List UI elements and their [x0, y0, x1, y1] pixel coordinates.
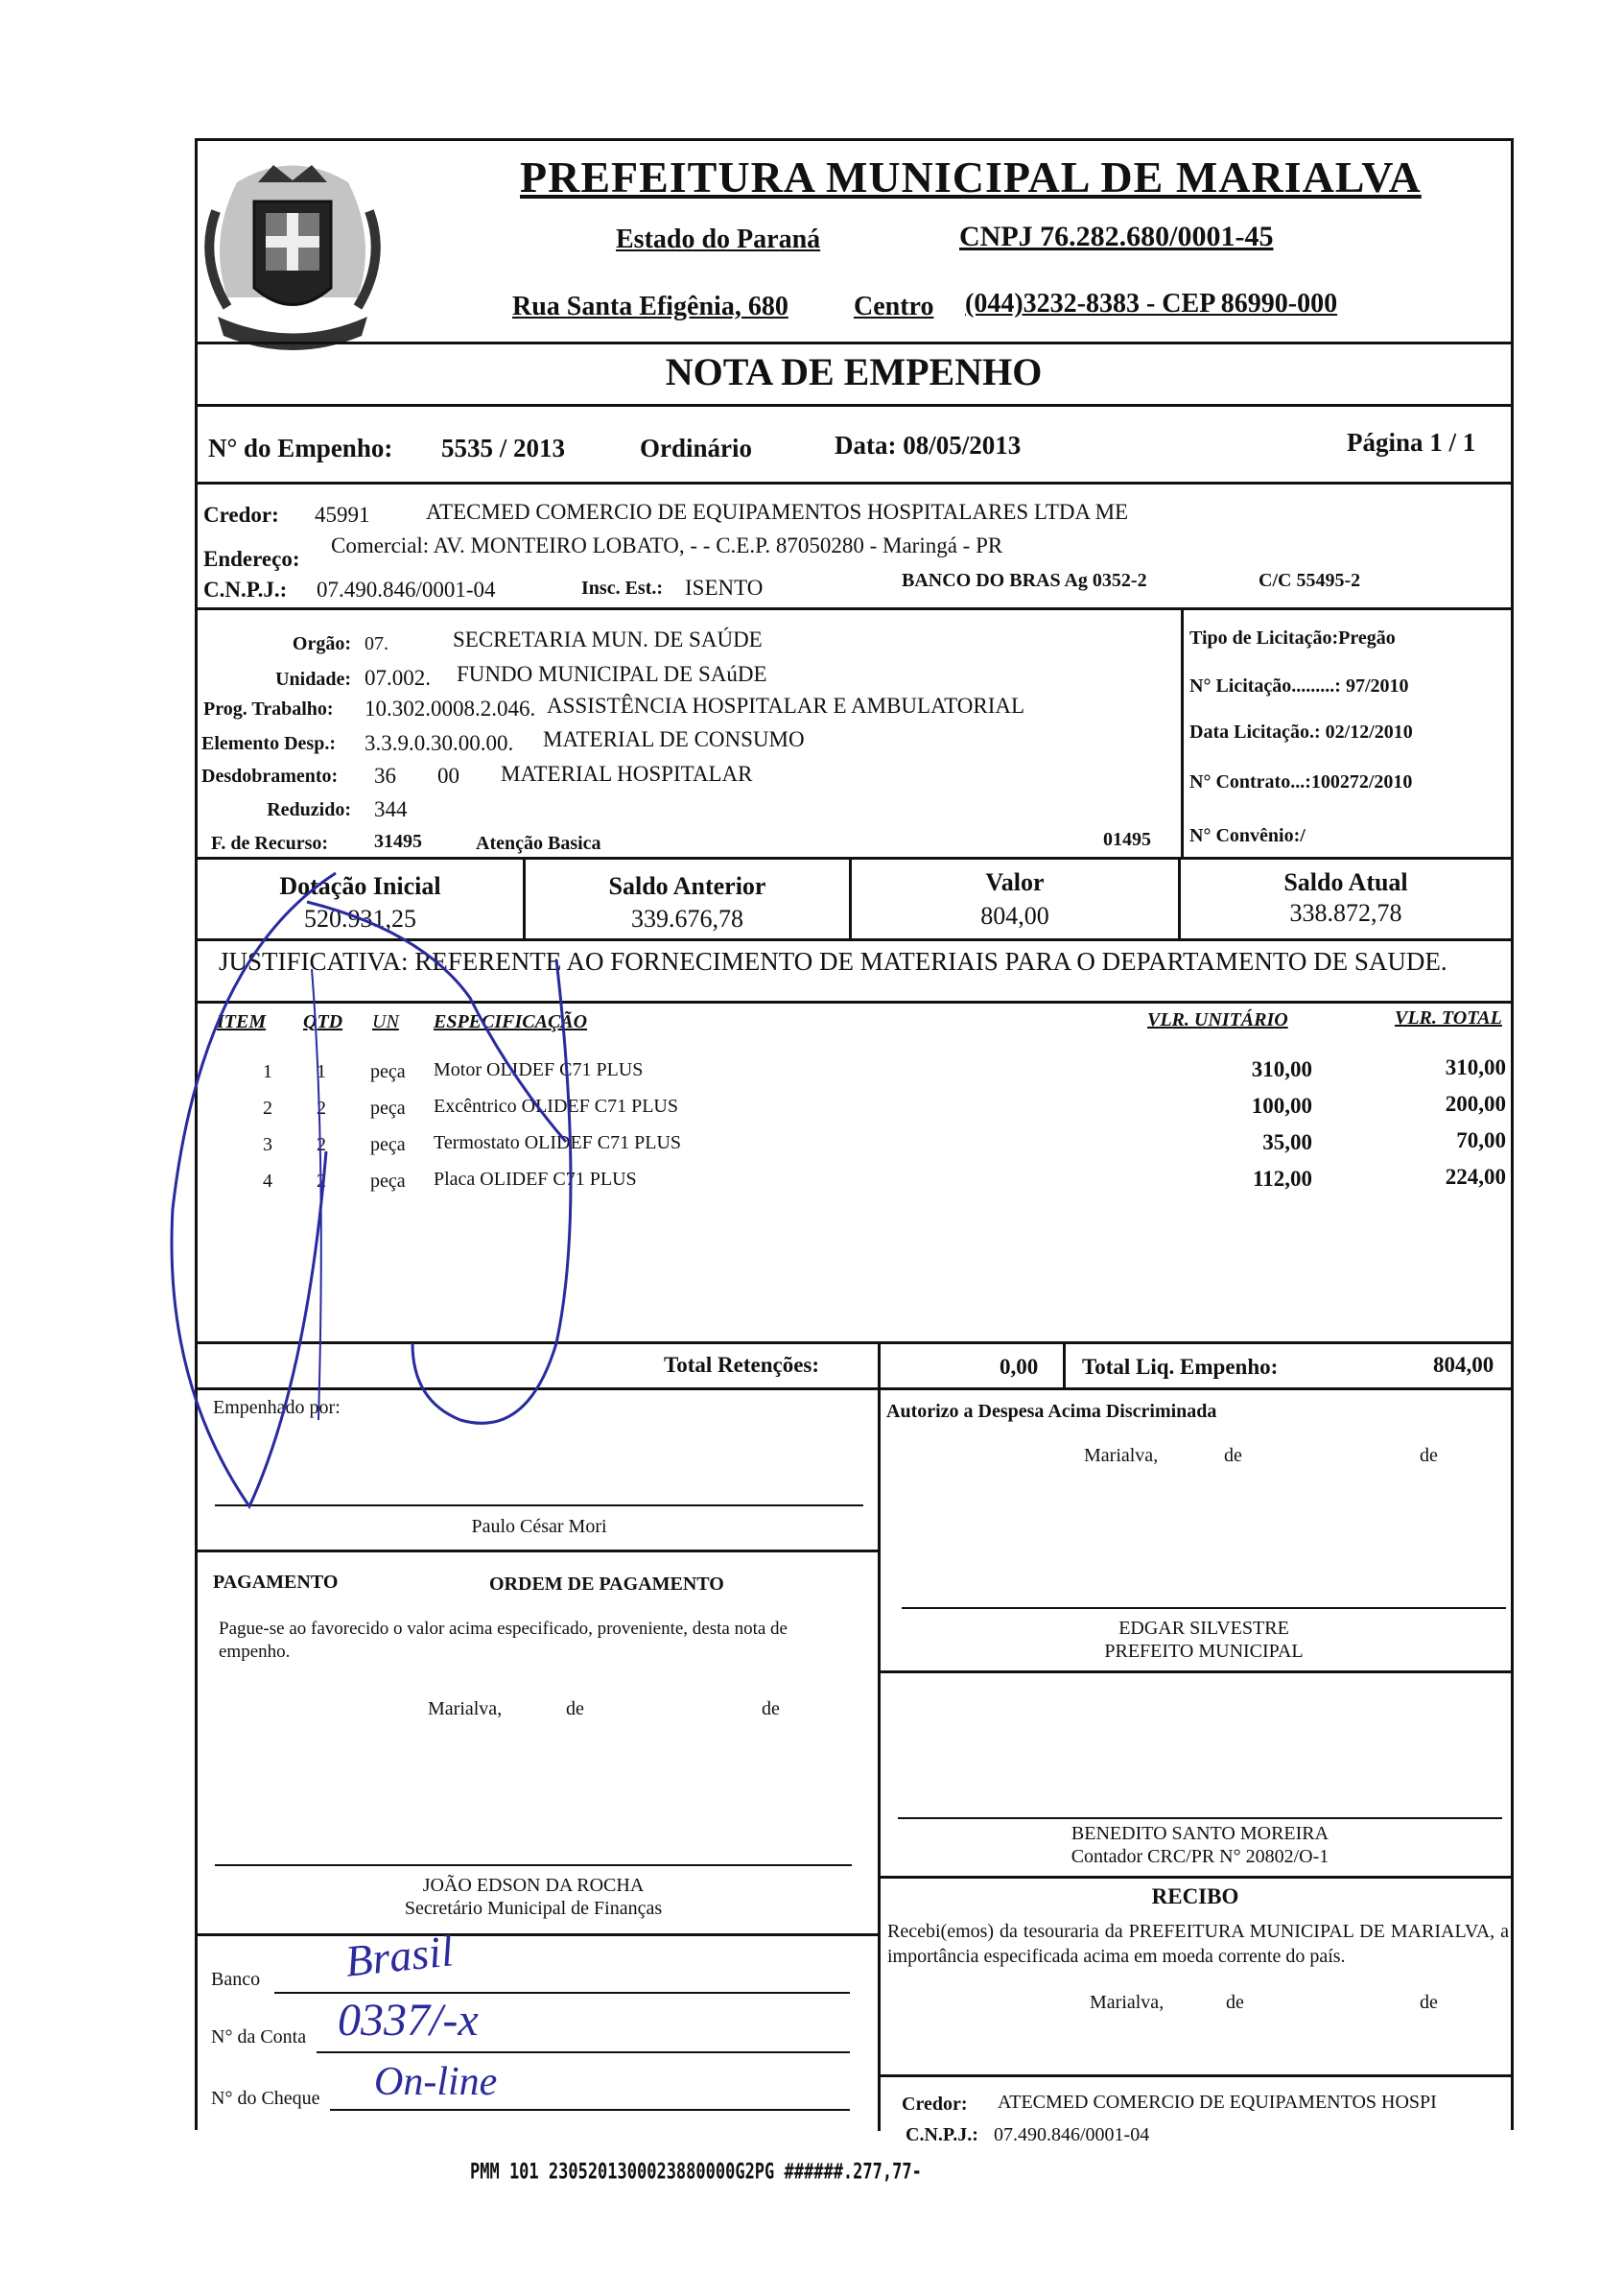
contador-role: Contador CRC/PR N° 20802/O-1 — [1071, 1846, 1329, 1867]
item-total: 200,00 — [1445, 1092, 1506, 1116]
item-un: peça — [370, 1171, 406, 1192]
municipality-title: PREFEITURA MUNICIPAL DE MARIALVA — [520, 153, 1422, 201]
saldo-atual-label: Saldo Atual — [1283, 868, 1408, 896]
data-licitacao: Data Licitação.: 02/12/2010 — [1189, 722, 1413, 743]
col-qtd: QTD — [303, 1011, 343, 1032]
item-spec: Placa OLIDEF C71 PLUS — [434, 1169, 637, 1190]
liq-empenho-label: Total Liq. Empenho: — [1082, 1355, 1279, 1379]
col-un: UN — [372, 1011, 399, 1032]
credor-footer-name: ATECMED COMERCIO DE EQUIPAMENTOS HOSPI — [998, 2092, 1437, 2113]
reduzido-value: 344 — [374, 797, 408, 821]
pagamento-label: PAGAMENTO — [213, 1572, 339, 1593]
orgao-code: 07. — [365, 633, 388, 654]
dotacao-value: 520.931,25 — [304, 905, 416, 933]
liq-empenho-value: 804,00 — [1433, 1353, 1494, 1377]
recurso-name: Atenção Basica — [476, 833, 601, 854]
bank-cc: C/C 55495-2 — [1259, 570, 1361, 591]
empenho-type: Ordinário — [640, 434, 753, 462]
pagamento-de1: de — [566, 1698, 584, 1719]
credor-label: Credor: — [203, 503, 279, 527]
col-item: ITEM — [217, 1011, 267, 1032]
recibo-de1: de — [1226, 1992, 1244, 2013]
item-unit: 35,00 — [1262, 1130, 1312, 1154]
street-address: Rua Santa Efigênia, 680 — [512, 292, 788, 321]
retencoes-value: 0,00 — [1000, 1355, 1039, 1379]
bank-info: BANCO DO BRAS Ag 0352-2 — [902, 570, 1147, 591]
saldo-anterior-value: 339.676,78 — [631, 905, 743, 933]
credor-code: 45991 — [315, 503, 370, 527]
empenho-number-label: N° do Empenho: — [208, 434, 393, 462]
credor-footer-label: Credor: — [902, 2094, 968, 2115]
credor-cnpj: 07.490.846/0001-04 — [317, 578, 496, 602]
unidade-label: Unidade: — [275, 669, 351, 690]
orgao-name: SECRETARIA MUN. DE SAÚDE — [453, 627, 763, 651]
prefeito-name: EDGAR SILVESTRE — [1118, 1618, 1289, 1639]
item-number: 4 — [263, 1171, 272, 1192]
item-spec: Excêntrico OLIDEF C71 PLUS — [434, 1096, 678, 1117]
elemento-code: 3.3.9.0.30.00.00. — [365, 731, 514, 755]
reduzido-label: Reduzido: — [267, 799, 351, 820]
recurso-label: F. de Recurso: — [211, 833, 329, 854]
insc-value: ISENTO — [685, 576, 764, 600]
saldo-anterior-label: Saldo Anterior — [608, 872, 766, 900]
item-un: peça — [370, 1098, 406, 1119]
col-spec: ESPECIFICAÇÃO — [434, 1011, 588, 1032]
recibo-title: RECIBO — [1151, 1884, 1239, 1908]
desdobramento-name: MATERIAL HOSPITALAR — [501, 762, 753, 786]
credor-footer-cnpj: 07.490.846/0001-04 — [994, 2124, 1150, 2145]
cheque-handwritten: On-line — [374, 2060, 498, 2104]
desdobramento-label: Desdobramento: — [201, 766, 339, 787]
item-spec: Motor OLIDEF C71 PLUS — [434, 1059, 644, 1080]
credor-name: ATECMED COMERCIO DE EQUIPAMENTOS HOSPITALARES LTDA ME — [426, 500, 1129, 524]
page-number: Página 1 / 1 — [1347, 428, 1476, 457]
retencoes-label: Total Retenções: — [664, 1353, 820, 1377]
col-unit-value: VLR. UNITÁRIO — [1147, 1009, 1288, 1030]
empenhado-name: Paulo César Mori — [471, 1516, 607, 1537]
cnpj-label: C.N.P.J.: — [203, 578, 288, 602]
numero-contrato: N° Contrato...:100272/2010 — [1189, 771, 1413, 793]
pagamento-place: Marialva, — [428, 1698, 503, 1719]
recibo-text: Recebi(emos) da tesouraria da PREFEITURA MUNICIPAL DE MARIALVA, a importância especificada acima em moeda corrente do país. — [887, 1921, 1509, 1967]
prefeito-role: PREFEITO MUNICIPAL — [1104, 1641, 1304, 1662]
coat-of-arms-logo — [199, 154, 387, 357]
item-un: peça — [370, 1061, 406, 1082]
item-un: peça — [370, 1134, 406, 1155]
contador-name: BENEDITO SANTO MOREIRA — [1071, 1823, 1329, 1844]
unidade-name: FUNDO MUNICIPAL DE SAúDE — [457, 662, 767, 686]
item-number: 1 — [263, 1061, 272, 1082]
blue-pen-scribble — [144, 844, 624, 1516]
credor-address: Comercial: AV. MONTEIRO LOBATO, - - C.E.P. 87050280 - Maringá - PR — [331, 533, 1003, 557]
valor-label: Valor — [985, 868, 1045, 896]
recibo-de2: de — [1420, 1992, 1438, 2013]
justificativa: JUSTIFICATIVA: REFERENTE AO FORNECIMENTO DE MATERIAIS PARA O DEPARTAMENTO DE SAUDE. — [219, 947, 1447, 976]
tipo-licitacao: Tipo de Licitação:Pregão — [1189, 627, 1396, 649]
item-qtd: 2 — [317, 1171, 326, 1192]
item-qtd: 1 — [317, 1061, 326, 1082]
cheque-label: N° do Cheque — [211, 2088, 320, 2109]
empenho-number: 5535 / 2013 — [441, 434, 566, 462]
item-qtd: 2 — [317, 1098, 326, 1119]
item-unit: 112,00 — [1253, 1167, 1312, 1191]
state-name: Estado do Paraná — [616, 225, 821, 254]
dotacao-label: Dotação Inicial — [279, 872, 441, 900]
autorizo-place: Marialva, — [1084, 1445, 1159, 1466]
item-unit: 310,00 — [1251, 1057, 1312, 1081]
numero-convenio: N° Convênio:/ — [1189, 825, 1306, 846]
orgao-label: Orgão: — [292, 633, 351, 654]
unidade-code: 07.002. — [365, 666, 431, 690]
elemento-name: MATERIAL DE CONSUMO — [543, 727, 805, 751]
secretario-role: Secretário Municipal de Finanças — [404, 1898, 663, 1919]
col-total-value: VLR. TOTAL — [1395, 1007, 1502, 1029]
ordem-pagamento-label: ORDEM DE PAGAMENTO — [489, 1574, 724, 1595]
desdobramento-a: 36 — [374, 764, 396, 788]
autorizo-de2: de — [1420, 1445, 1438, 1466]
numero-licitacao: N° Licitação.........: 97/2010 — [1189, 675, 1409, 697]
recibo-place: Marialva, — [1090, 1992, 1165, 2013]
item-number: 3 — [263, 1134, 272, 1155]
item-total: 224,00 — [1445, 1165, 1506, 1189]
item-number: 2 — [263, 1098, 272, 1119]
insc-label: Insc. Est.: — [581, 578, 664, 599]
cnpj-header: CNPJ 76.282.680/0001-45 — [959, 221, 1274, 252]
empenhado-label: Empenhado por: — [213, 1397, 341, 1418]
credor-footer-cnpj-label: C.N.P.J.: — [906, 2124, 978, 2145]
autorizo-de1: de — [1224, 1445, 1242, 1466]
prog-name: ASSISTÊNCIA HOSPITALAR E AMBULATORIAL — [547, 694, 1025, 718]
banco-label: Banco — [211, 1969, 261, 1990]
conta-label: N° da Conta — [211, 2026, 307, 2047]
phone-cep: (044)3232-8383 - CEP 86990-000 — [965, 289, 1338, 319]
saldo-atual-value: 338.872,78 — [1289, 899, 1402, 927]
conta-handwritten: 0337/-x — [338, 1995, 479, 2046]
desdobramento-b: 00 — [437, 764, 459, 788]
recurso-code: 01495 — [1103, 829, 1151, 850]
district: Centro — [854, 292, 934, 321]
print-code: PMM 101 2305201300023880000G2PG ######.277,77- — [470, 2160, 922, 2185]
empenho-date: Data: 08/05/2013 — [835, 431, 1022, 460]
prog-label: Prog. Trabalho: — [203, 698, 334, 720]
recurso-value: 31495 — [374, 831, 422, 852]
prog-code: 10.302.0008.2.046. — [365, 697, 536, 721]
pagamento-text: Pague-se ao favorecido o valor acima especificado, proveniente, desta nota de empenho. — [219, 1619, 788, 1662]
elemento-label: Elemento Desp.: — [201, 733, 336, 754]
item-qtd: 2 — [317, 1134, 326, 1155]
secretario-name: JOÃO EDSON DA ROCHA — [422, 1875, 645, 1896]
document-title: NOTA DE EMPENHO — [665, 350, 1043, 393]
item-unit: 100,00 — [1251, 1094, 1312, 1118]
banco-handwritten: Brasil — [342, 1926, 456, 1986]
item-total: 70,00 — [1456, 1128, 1506, 1152]
item-total: 310,00 — [1445, 1055, 1506, 1079]
valor-value: 804,00 — [980, 902, 1049, 930]
address-label: Endereço: — [203, 547, 300, 571]
item-spec: Termostato OLIDEF C71 PLUS — [434, 1132, 682, 1153]
autorizo-label: Autorizo a Despesa Acima Discriminada — [886, 1401, 1217, 1422]
pagamento-de2: de — [762, 1698, 780, 1719]
